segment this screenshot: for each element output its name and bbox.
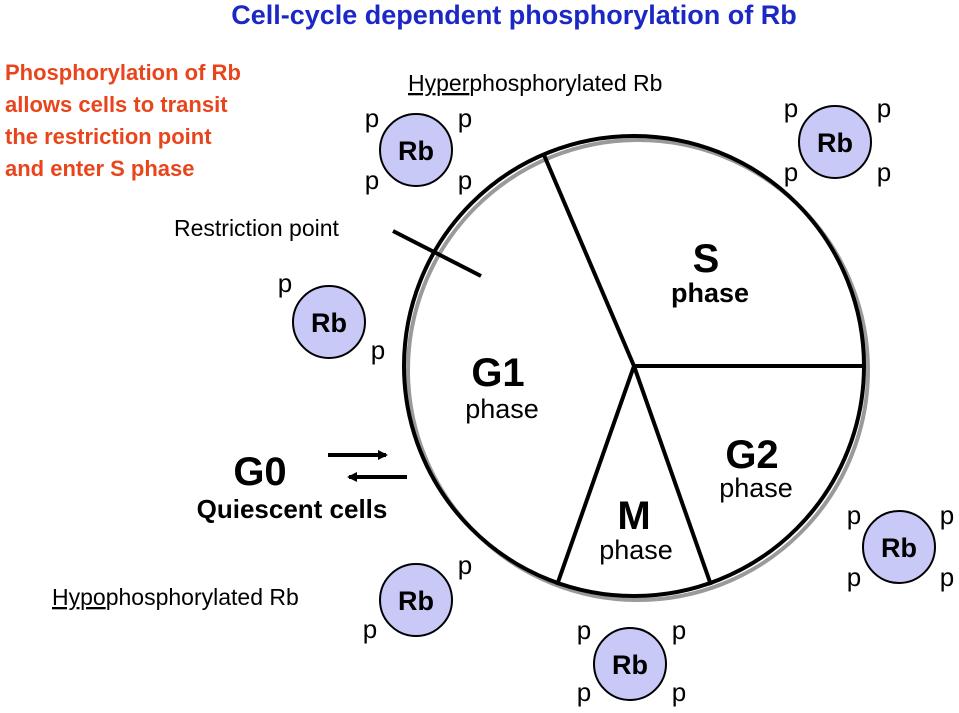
phosphate-label: p bbox=[846, 500, 862, 530]
phosphate-label: p bbox=[364, 103, 380, 133]
g1-phase-name: G1 bbox=[471, 351, 525, 395]
phosphate-label: p bbox=[370, 335, 386, 365]
g1-phase-sub: phase bbox=[465, 394, 539, 424]
phosphate-label: p bbox=[457, 165, 473, 195]
hypophosphorylated-label: Hypophosphorylated Rb bbox=[52, 584, 299, 610]
phosphate-label: p bbox=[576, 615, 592, 645]
diagram-title: Cell-cycle dependent phosphorylation of Rb bbox=[231, 0, 797, 30]
phosphate-label: p bbox=[939, 562, 955, 592]
phosphate-label: p bbox=[783, 93, 799, 123]
g0-sub: Quiescent cells bbox=[196, 494, 388, 524]
m-phase-name: M bbox=[617, 494, 651, 538]
s-phase-name: S bbox=[692, 237, 720, 281]
phosphate-label: p bbox=[876, 157, 892, 187]
hyperphosphorylated-label: Hyperphosphorylated Rb bbox=[408, 70, 663, 96]
phosphate-label: p bbox=[671, 677, 687, 707]
rb-label: Rb bbox=[881, 533, 917, 563]
rb-protein-g2 bbox=[847, 500, 954, 592]
g2-phase-sub: phase bbox=[719, 473, 793, 503]
rb-protein-s-phase bbox=[784, 93, 891, 187]
restriction-point-label: Restriction point bbox=[174, 215, 339, 241]
phosphate-label: p bbox=[576, 677, 592, 707]
g0-name: G0 bbox=[233, 450, 287, 494]
rb-protein-hypo bbox=[363, 550, 472, 644]
rb-label: Rb bbox=[612, 650, 648, 680]
phosphorylation-note bbox=[5, 60, 241, 181]
rb-label: Rb bbox=[311, 308, 347, 338]
divider-g1-s bbox=[544, 155, 634, 366]
rb-protein-m-phase bbox=[577, 615, 686, 707]
note-line: and enter S phase bbox=[5, 156, 195, 181]
rb-protein-g1 bbox=[278, 268, 385, 365]
restriction-point-line bbox=[393, 231, 481, 276]
rb-label: Rb bbox=[398, 586, 434, 616]
phosphate-label: p bbox=[277, 268, 293, 298]
phosphate-label: p bbox=[364, 165, 380, 195]
note-line: the restriction point bbox=[5, 124, 212, 149]
phosphate-label: p bbox=[362, 614, 378, 644]
rb-label: Rb bbox=[817, 128, 853, 158]
rb-protein-hyper-top bbox=[365, 103, 472, 195]
phosphate-label: p bbox=[783, 157, 799, 187]
phosphate-label: p bbox=[939, 500, 955, 530]
phosphate-label: p bbox=[457, 550, 473, 580]
note-line: allows cells to transit bbox=[5, 92, 228, 117]
phosphate-label: p bbox=[846, 562, 862, 592]
g2-phase-name: G2 bbox=[725, 433, 779, 477]
note-line: Phosphorylation of Rb bbox=[5, 60, 241, 85]
rb-label: Rb bbox=[398, 136, 434, 166]
s-phase-sub: phase bbox=[670, 278, 750, 308]
m-phase-sub: phase bbox=[599, 535, 673, 565]
phosphate-label: p bbox=[671, 615, 687, 645]
phosphate-label: p bbox=[457, 103, 473, 133]
phosphate-label: p bbox=[876, 93, 892, 123]
